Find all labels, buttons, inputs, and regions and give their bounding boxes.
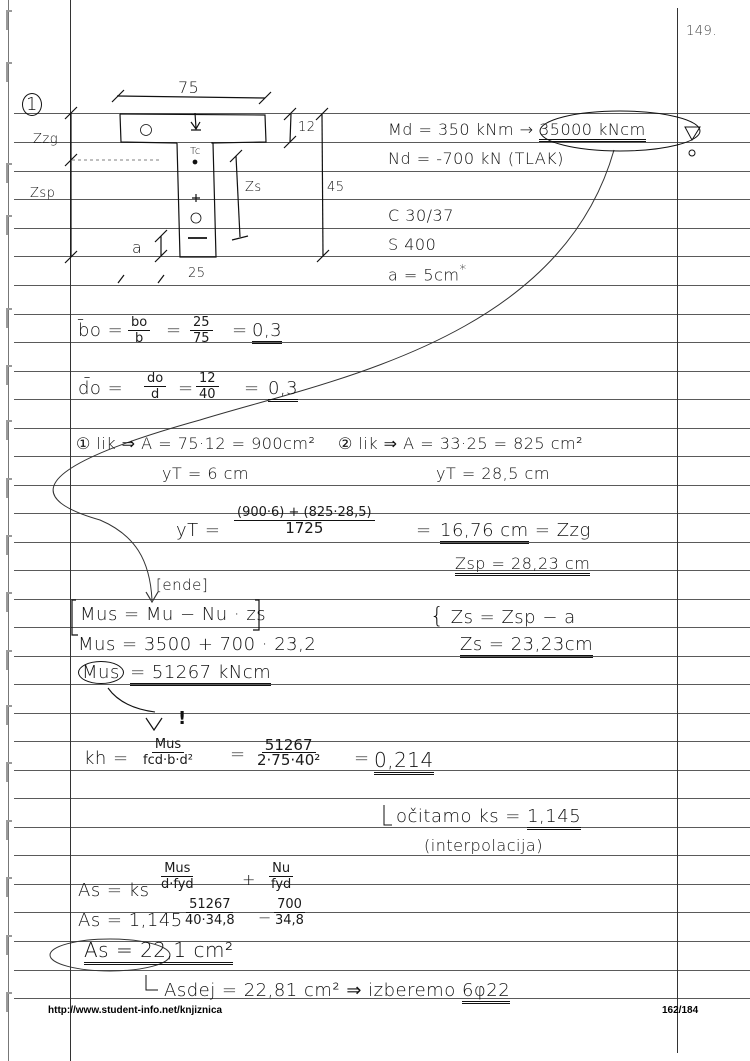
- ende-note: [ende]: [156, 576, 209, 594]
- yt-fraction: $\frac{(900\cdot 6) + (825\cdot 28,5)}{1725}$: [234, 506, 375, 536]
- dim-total-height: 45: [327, 180, 345, 195]
- equals: =: [178, 378, 194, 399]
- dim-flange-height: 12: [298, 120, 316, 135]
- equals: =: [232, 320, 248, 341]
- as-substitution-fraction-2: $\frac{700}{34,8}$: [275, 897, 304, 928]
- equals: =: [416, 520, 432, 541]
- as-formula-lhs: As = ks: [78, 880, 150, 901]
- kh-lhs: kh =: [84, 748, 129, 769]
- zs-formula: { Zs = Zsp − a: [430, 604, 576, 629]
- problem-number-circle: 1: [22, 93, 42, 116]
- equals: =: [354, 748, 370, 769]
- page-count: 162/184: [662, 1005, 699, 1016]
- kh-result: 0,214: [374, 748, 434, 775]
- as-substitution-fraction-1: $\frac{51267}{40\cdot 34,8}$: [185, 897, 235, 928]
- part2-yt: yT = 28,5 cm: [436, 464, 550, 483]
- minus: −: [258, 908, 272, 927]
- as-substitution-lhs: As = 1,145: [78, 910, 183, 931]
- dim-flange-width: 75: [178, 78, 200, 97]
- part1-yt: yT = 6 cm: [162, 464, 249, 483]
- ratio-d0-values: $\frac{12}{40}$: [196, 372, 219, 402]
- equals: =: [244, 378, 260, 399]
- mus-result: Mus = 51267 kNcm: [78, 662, 271, 683]
- part1-area: ① lik ⇒ A = 75·12 = 900cm²: [76, 434, 316, 453]
- plus: +: [242, 870, 256, 889]
- ratio-b0-lhs: b̄o =: [78, 320, 124, 341]
- ratio-b0-values: $\frac{25}{75}$: [190, 316, 213, 346]
- ks-read: očitamo ks = 1,145: [396, 806, 581, 827]
- yt-result: 16,76 cm = Zzg: [440, 520, 591, 541]
- given-steel: S 400: [388, 235, 437, 254]
- adopted-reinforcement: Asdej = 22,81 cm² ⇒ izberemo 6φ22: [164, 980, 510, 1001]
- a-label: a: [132, 238, 143, 257]
- ratio-b0-fraction: $\frac{bo}{b}$: [128, 316, 150, 346]
- kh-fraction: Mus fcd·b·d²: [143, 737, 193, 768]
- dim-web-width: 25: [188, 266, 206, 281]
- source-url[interactable]: http://www.student-info.net/knjiznica: [48, 1005, 223, 1016]
- as-fraction-2: Nu fyd: [271, 861, 292, 892]
- centroid-label: Tc: [190, 146, 201, 157]
- kh-values: $\frac{51267}{\text{2·75·40²}}$: [257, 736, 321, 769]
- mus-formula: Mus = Mu − Nu · zs: [80, 604, 267, 625]
- z-zg-label: Zzg: [33, 132, 59, 147]
- mus-substitution: Mus = 3500 + 700 · 23,2: [78, 634, 317, 655]
- z-sp-label: Zsp: [30, 186, 56, 201]
- given-nd: Nd = -700 kN (TLAK): [388, 149, 564, 168]
- given-concrete: C 30/37: [388, 206, 454, 225]
- zsp-result: Zsp = 28,23 cm: [455, 554, 590, 576]
- equals: =: [166, 320, 182, 341]
- kh-mark: !: [178, 708, 187, 729]
- interpolation-note: (interpolacija): [424, 836, 543, 855]
- ratio-d0-fraction: $\frac{do}{d}$: [144, 372, 166, 402]
- z-s-label: Zs: [245, 180, 262, 195]
- ratio-b0-result: 0,3: [252, 320, 282, 344]
- given-cover: a = 5cm*: [388, 263, 467, 285]
- as-fraction-1: Mus d·fyd: [161, 861, 194, 892]
- as-result: As = 22,1 cm²: [84, 938, 233, 965]
- handwritten-page-number: 149.: [686, 24, 717, 39]
- zs-result: Zs = 23,23cm: [460, 634, 593, 658]
- yt-lhs: yT =: [176, 520, 221, 541]
- ratio-d0-lhs: d̄o =: [78, 378, 124, 399]
- given-md: Md = 350 kNm → 35000 kNcm: [388, 120, 646, 139]
- part2-area: ② lik ⇒ A = 33·25 = 825 cm²: [338, 434, 583, 453]
- equals: =: [230, 744, 246, 765]
- ratio-d0-result: 0,3: [268, 378, 298, 402]
